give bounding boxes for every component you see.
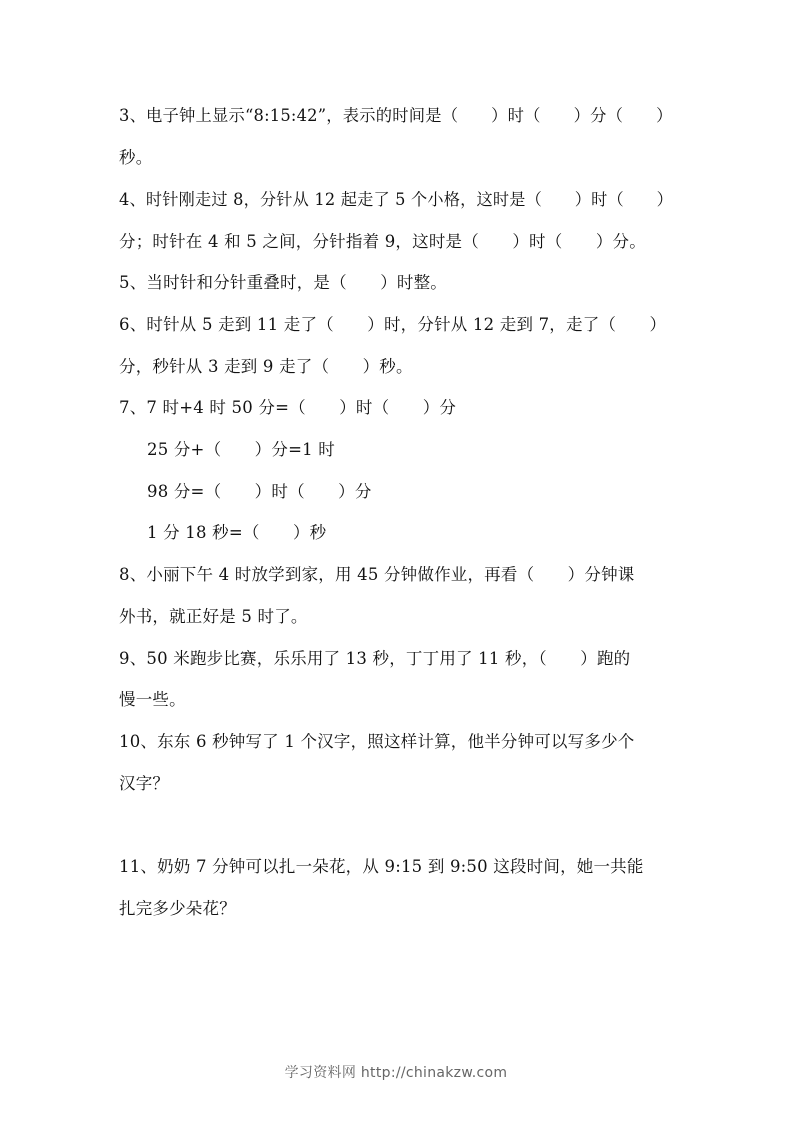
question-8-line-1: 8、小丽下午 4 时放学到家，用 45 分钟做作业，再看（ ）分钟课: [119, 565, 635, 584]
question-7-line-2: 25 分+（ ）分=1 时: [147, 440, 335, 459]
question-10-line-1: 10、东东 6 秒钟写了 1 个汉字，照这样计算，他半分钟可以写多少个: [119, 732, 635, 751]
footer-watermark: 学习资料网 http://chinakzw.com: [284, 1065, 508, 1081]
question-7-line-1: 7、7 时+4 时 50 分=（ ）时（ ）分: [119, 398, 457, 417]
question-5-line-1: 5、当时针和分针重叠时，是（ ）时整。: [119, 273, 447, 292]
question-10-line-2: 汉字？: [119, 774, 170, 793]
question-6-line-2: 分，秒针从 3 走到 9 走了（ ）秒。: [119, 357, 413, 376]
question-4-line-2: 分；时针在 4 和 5 之间，分针指着 9，这时是（ ）时（ ）分。: [119, 232, 646, 251]
question-8-line-2: 外书，就正好是 5 时了。: [119, 607, 308, 626]
question-11-line-1: 11、奶奶 7 分钟可以扎一朵花，从 9:15 到 9:50 这段时间，她一共能: [119, 857, 644, 876]
question-7-line-4: 1 分 18 秒=（ ）秒: [147, 523, 327, 542]
question-6-line-1: 6、时针从 5 走到 11 走了（ ）时，分针从 12 走到 7，走了（ ）: [119, 315, 667, 334]
question-3-line-1: 3、电子钟上显示“8:15:42”，表示的时间是（ ）时（ ）分（ ）: [119, 106, 673, 125]
question-11-line-2: 扎完多少朵花？: [119, 899, 236, 918]
question-4-line-1: 4、时针刚走过 8，分针从 12 起走了 5 个小格，这时是（ ）时（ ）: [119, 190, 673, 209]
question-3-line-2: 秒。: [119, 148, 153, 167]
question-7-line-3: 98 分=（ ）时（ ）分: [147, 482, 372, 501]
question-9-line-1: 9、50 米跑步比赛，乐乐用了 13 秒，丁丁用了 11 秒，（ ）跑的: [119, 649, 631, 668]
question-9-line-2: 慢一些。: [119, 690, 186, 709]
